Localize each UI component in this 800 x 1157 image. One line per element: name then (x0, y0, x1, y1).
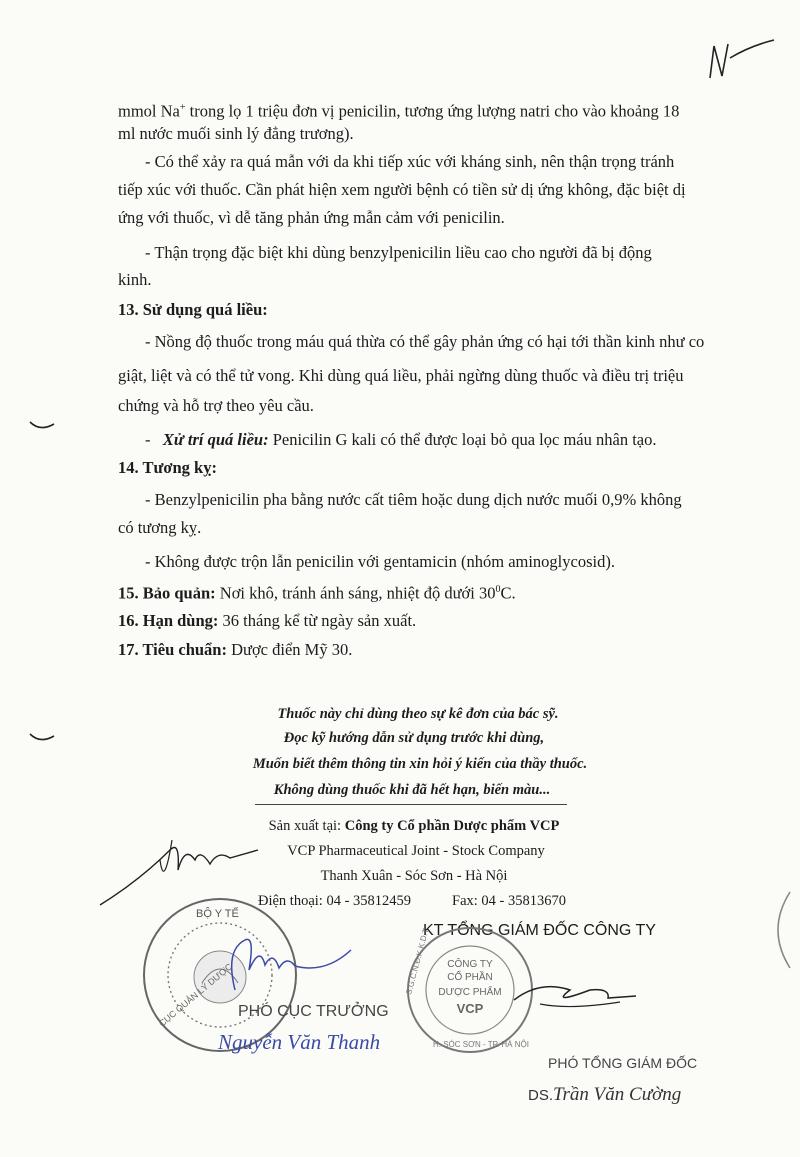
seal-line: VCP (456, 1001, 484, 1016)
seal-bottom-text: H. SÓC SƠN - TP. HÀ NỘI (433, 1040, 529, 1049)
handwritten-initials (700, 38, 780, 88)
section-14-line: - Không được trộn lẫn penicilin với gentamicin (nhóm aminoglycosid). (145, 552, 615, 571)
right-signatory-name: DS.Trần Văn Cường (528, 1084, 682, 1105)
right-signatory-header: KT TỔNG GIÁM ĐỐC CÔNG TY (423, 922, 656, 939)
seal-line: DƯỢC PHẨM (438, 987, 502, 998)
section-13-line: - Nồng độ thuốc trong máu quá thừa có thể gây phản ứng có hại tới thần kinh như co (145, 332, 705, 351)
section-14-line: có tương kỵ. (118, 518, 202, 537)
manufacturer-address: Thanh Xuân - Sóc Sơn - Hà Nội (320, 868, 508, 884)
official-signature-left (215, 930, 355, 1000)
manufacturer-line: Sản xuất tại: Công ty Cổ phần Dược phẩm VCP (268, 818, 560, 834)
body-line: tiếp xúc với thuốc. Cần phát hiện xem người bệnh có tiền sử dị ứng không, đặc biệt dị (118, 180, 686, 199)
left-signatory-title: PHÓ CỤC TRƯỞNG (238, 1003, 389, 1020)
manufacturer-english: VCP Pharmaceutical Joint - Stock Company (287, 843, 545, 859)
right-signatory-title: PHÓ TỔNG GIÁM ĐỐC (548, 1055, 698, 1071)
seal-line: CỔ PHẦN (447, 972, 493, 983)
section-16: 16. Hạn dùng: 36 tháng kể từ ngày sản xuất. (118, 611, 417, 630)
section-13-line: chứng và hỗ trợ theo yêu cầu. (118, 396, 314, 415)
body-line: - Thận trọng đặc biệt khi dùng benzylpenicilin liều cao cho người đã bị động (145, 243, 652, 262)
section-14-heading: 14. Tương kỵ: (118, 458, 217, 477)
phone-number: Điện thoại: 04 - 35812459 (258, 893, 412, 909)
official-signature-right (510, 960, 640, 1020)
body-line: ứng với thuốc, vì dễ tăng phản ứng mẫn cảm với penicilin. (118, 208, 505, 227)
divider (255, 804, 567, 805)
margin-mark (28, 418, 58, 434)
section-14-line: - Benzylpenicilin pha bằng nước cất tiêm hoặc dung dịch nước muối 0,9% không (145, 490, 682, 509)
section-15: 15. Bảo quản: Nơi khô, tránh ánh sáng, nhiệt độ dưới $30^0C$. (118, 583, 516, 603)
caution-line: Không dùng thuốc khi đã hết hạn, biến màu... (273, 782, 551, 798)
caution-line: Đọc kỹ hướng dẫn sử dụng trước khi dùng, (283, 730, 545, 746)
caution-line: Thuốc này chỉ dùng theo sự kê đơn của bác sỹ. (277, 706, 559, 722)
body-line: - Có thể xảy ra quá mẫn với da khi tiếp xúc với kháng sinh, nên thận trọng tránh (145, 152, 675, 171)
section-13-treatment: - Xử trí quá liều: Penicilin G kali có thể được loại bỏ qua lọc máu nhân tạo. (145, 430, 657, 449)
body-line: ml nước muối sinh lý đẳng trương). (118, 124, 354, 143)
body-line: kinh. (118, 270, 152, 289)
fax-number: Fax: 04 - 35813670 (452, 893, 566, 909)
caution-line: Muốn biết thêm thông tin xin hỏi ý kiến của thầy thuốc. (252, 756, 588, 772)
margin-mark (28, 730, 58, 746)
body-line: mmol Na+ trong lọ 1 triệu đơn vị penicilin, tương ứng lượng natri cho vào khoảng 18 (118, 101, 680, 121)
seal-top-text: BỘ Y TẾ (196, 908, 239, 920)
seal-line: CÔNG TY (447, 959, 493, 970)
seal-ring-text: S.G.C.N.Đ.K.K.D.T (404, 927, 431, 996)
section-13-heading: 13. Sử dụng quá liều: (118, 300, 268, 319)
seal-ring-text: CỤC QUẢN LÝ DƯỢC (156, 961, 235, 1029)
section-13-line: giật, liệt và có thể tử vong. Khi dùng quá liều, phải ngừng dùng thuốc và điều trị triệu (118, 366, 684, 385)
left-signatory-name: Nguyễn Văn Thanh (218, 1030, 381, 1054)
edge-stamp-fragment (760, 890, 800, 970)
section-17: 17. Tiêu chuẩn: Dược điển Mỹ 30. (118, 640, 353, 659)
